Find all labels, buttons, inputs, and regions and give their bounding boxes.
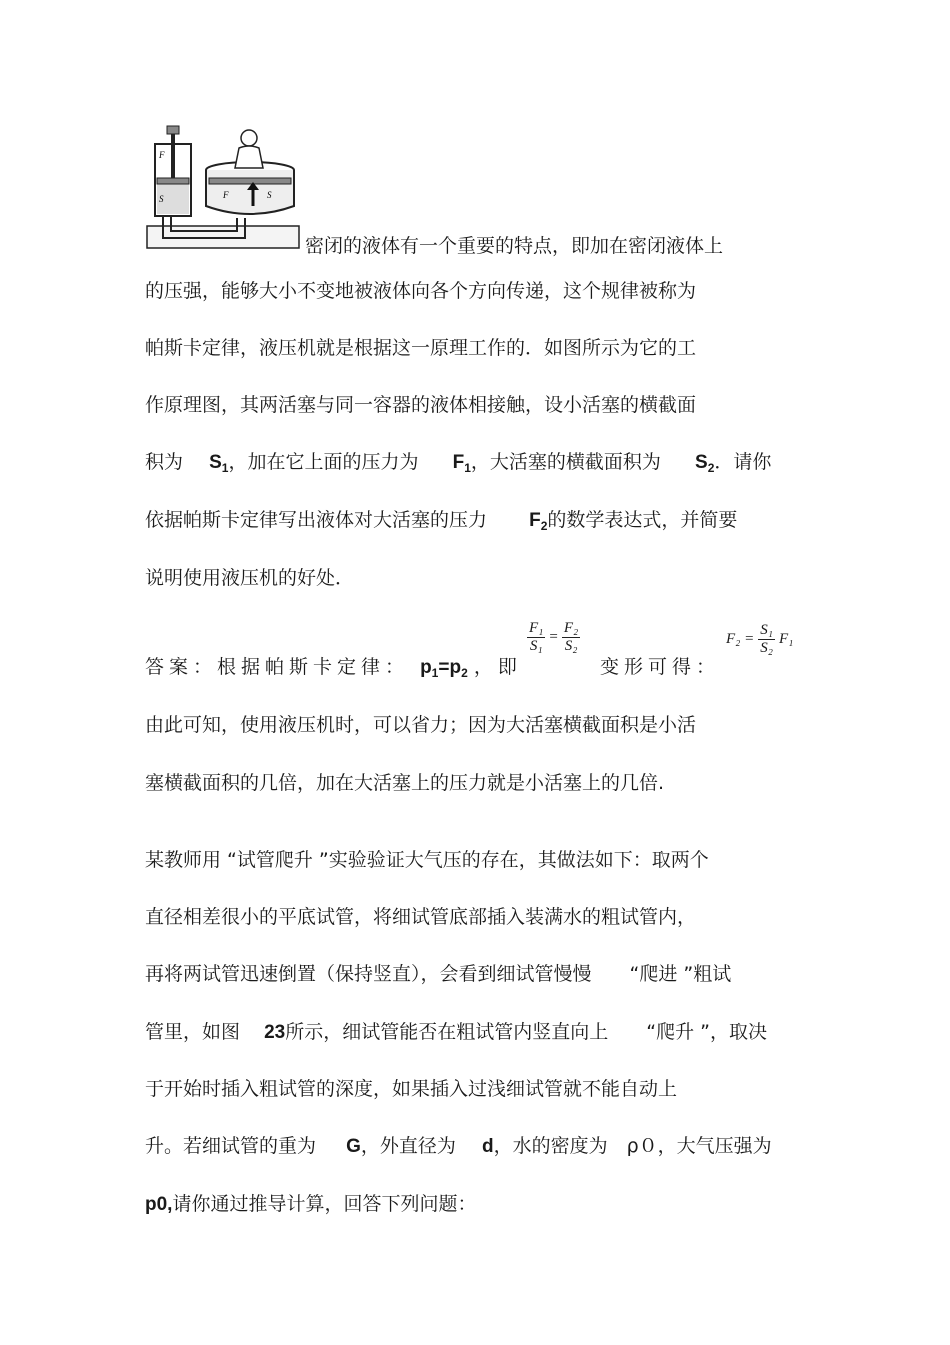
frac-eq: = [549,629,558,646]
answer-transform: 变形可得： [600,656,721,678]
equation-ratio [527,620,580,655]
symbol-f2-sub: 2 [540,519,548,533]
p2-line6-text-a: 升。若细试管的重为 [145,1135,317,1157]
p2-line6-text-b: ，外直径为 [360,1135,456,1157]
p1-line5-text-b: ，加在它上面的压力为 [228,451,419,473]
symbol-s2: S [695,452,708,473]
symbol-p1-sub: 1 [431,666,439,680]
answer-line-2: 由此可知，使用液压机时，可以省力；因为大活塞横截面积是小活 [145,714,697,736]
f1-rhs: F₁ [778,631,794,647]
p2-line-4 [145,1020,767,1045]
answer-ji: ，即 [473,656,522,678]
symbol-p1: p [420,657,432,678]
p1-line-6 [145,508,737,538]
symbol-p2: p [449,657,462,678]
p2-line-5: 于开始时插入粗试管的深度，如果插入过浅细试管就不能自动上 [145,1078,678,1100]
p2-line4-text-a: 管里，如图 [145,1021,241,1043]
symbol-s1-sub: 1 [221,461,229,475]
f2-lhs: F₂ = [726,631,755,647]
symbol-s1: S [209,452,222,473]
symbol-d: d [482,1136,494,1157]
frac2-num: F₂ [563,620,579,636]
symbol-f2: F [529,510,541,531]
frac1-num: F₁ [529,620,544,636]
hydraulic-press-figure [145,118,305,253]
label-f2: F [223,190,229,200]
frac-f2-s2 [562,620,580,655]
symbol-s2-sub: 2 [707,461,715,475]
p2-line-2: 直径相差很小的平底试管，将细试管底部插入装满水的粗试管内， [145,906,697,928]
answer-line-3: 塞横截面积的几倍，加在大活塞上的压力就是小活塞上的几倍. [145,772,665,794]
label-f1: F [159,150,165,160]
p1-line5-text-a: 积为 [145,451,184,473]
p1-line-7: 说明使用液压机的好处． [145,567,355,589]
p1-line5-text-d: ．请你 [714,451,772,473]
label-s1: S [159,194,164,204]
symbol-g: G [346,1136,361,1157]
symbol-eq: = [438,657,450,678]
answer-label: 答案：根据帕斯卡定律： [145,656,410,678]
frac1-den: S₁ [529,638,543,654]
p1-line-5 [145,450,771,480]
frac-s1-s2 [758,622,775,657]
symbol-p2-sub: 2 [461,666,468,680]
frac-f1-s1 [527,620,545,655]
answer-line-1 [145,655,522,685]
hydraulic-press-diagram [145,118,305,253]
p2-line4-text-b: 所示，细试管能否在粗试管内竖直向上 “爬升 ”，取决 [285,1021,767,1043]
p1-line-1: 密闭的液体有一个重要的特点，即加在密闭液体上 [305,235,724,257]
p2-line-1: 某教师用 “试管爬升 ”实验验证大气压的存在，其做法如下：取两个 [145,849,709,871]
frac2-den: S₂ [564,638,578,654]
symbol-f1-sub: 1 [464,461,471,475]
p2-line-6 [145,1134,772,1159]
frac3-num: S₁ [760,622,773,638]
p2-line-3: 再将两试管迅速倒置（保持竖直），会看到细试管慢慢 “爬进 ”粗试 [145,963,732,985]
p1-line5-text-c: ，大活塞的横截面积为 [470,451,661,473]
p2-line-7 [145,1192,476,1217]
figure-number: 23 [264,1022,286,1043]
equation-f2 [726,622,793,657]
symbol-p0: p0, [145,1194,173,1215]
p1-line6-text-b: 的数学表达式，并简要 [547,509,738,531]
p1-line-3: 帕斯卡定律，液压机就是根据这一原理工作的．如图所示为它的工 [145,337,697,359]
p1-line6-text-a: 依据帕斯卡定律写出液体对大活塞的压力 [145,509,488,531]
symbol-f1: F [452,452,465,473]
p1-line-4: 作原理图，其两活塞与同一容器的液体相接触，设小活塞的横截面 [145,394,697,416]
p1-line-2: 的压强，能够大小不变地被液体向各个方向传递，这个规律被称为 [145,280,697,302]
label-s2: S [267,190,272,200]
p2-line6-text-c: ，水的密度为 ρ０，大气压强为 [493,1135,772,1157]
frac3-den: S₂ [760,640,773,656]
p2-line7-text-b: 请你通过推导计算，回答下列问题： [172,1193,477,1215]
